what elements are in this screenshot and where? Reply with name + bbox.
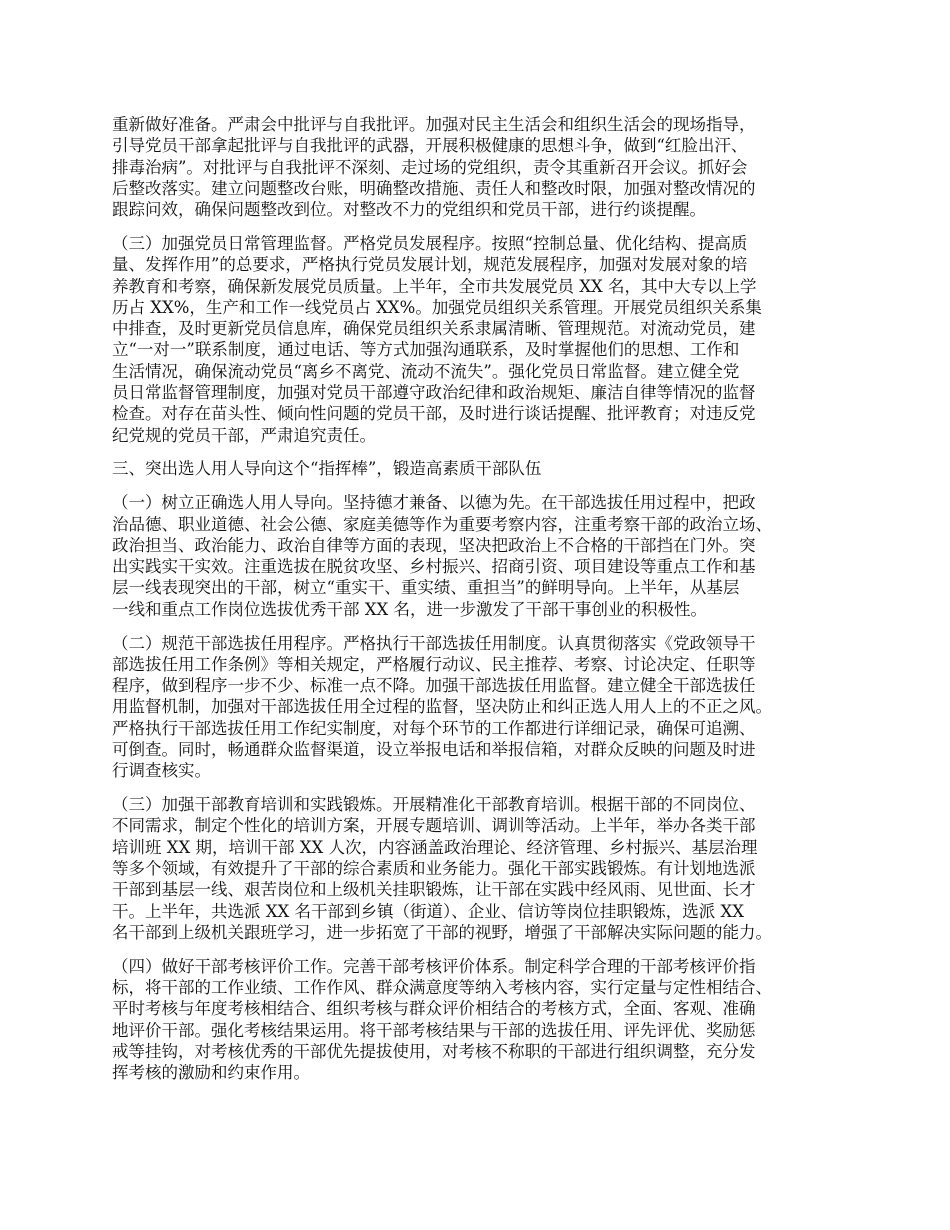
text-line: 后整改落实。建立问题整改台账，明确整改措施、责任人和整改时限，加强对整改情况的 xyxy=(112,178,756,198)
text-line: 地评价干部。强化考核结果运用。将干部考核结果与干部的选拔任用、评先评优、奖励惩 xyxy=(112,1020,756,1040)
text-line: （三）加强党员日常管理监督。严格党员发展程序。按照“控制总量、优化结构、提高质 xyxy=(112,233,748,253)
text-line: 员日常监督管理制度，加强对党员干部遵守政治纪律和政治规矩、廉洁自律等情况的监督 xyxy=(112,383,756,403)
text-line: 政治担当、政治能力、政治自律等方面的表现，坚决把政治上不合格的干部挡在门外。突 xyxy=(112,535,756,555)
text-line: （二）规范干部选拔任用程序。严格执行干部选拔任用制度。认真贯彻落实《党政领导干 xyxy=(112,633,756,653)
text-line: 量、发挥作用”的总要求，严格执行党员发展计划，规范发展程序，加强对发展对象的培 xyxy=(112,255,748,275)
text-line: 不同需求，制定个性化的培训方案，开展专题培训、调训等活动。上半年，举办各类干部 xyxy=(112,816,756,836)
text-line: 戒等挂钩，对考核优秀的干部优先提拔使用，对考核不称职的干部进行组织调整，充分发 xyxy=(112,1041,756,1061)
text-line: 干。上半年，共选派 XX 名干部到乡镇（街道）、企业、信访等岗位挂职锻炼，选派 XX xyxy=(112,901,744,921)
paragraph xyxy=(112,114,852,220)
text-line: 层一线表现突出的干部，树立“重实干、重实绩、重担当”的鲜明导向。上半年，从基层 xyxy=(112,578,740,598)
text-line: 跟踪问效，确保问题整改到位。对整改不力的党组织和党员干部，进行约谈提醒。 xyxy=(112,200,706,220)
text-line: 可倒查。同时，畅通群众监督渠道，设立举报电话和举报信箱，对群众反映的问题及时进 xyxy=(112,740,756,760)
paragraph xyxy=(112,633,852,782)
text-line: 等多个领域，有效提升了干部的综合素质和业务能力。强化干部实践锻炼。有计划地选派 xyxy=(112,859,756,878)
text-line: 重新做好准备。严肃会中批评与自我批评。加强对民主生活会和组织生活会的现场指导， xyxy=(112,115,756,134)
text-line: 出实践实干实效。注重选拔在脱贫攻坚、乡村振兴、招商引资、项目建设等重点工作和基 xyxy=(112,557,756,577)
text-line: 治品德、职业道德、社会公德、家庭美德等作为重要考察内容，注重考察干部的政治立场、 xyxy=(112,514,772,534)
text-line: 程序，做到程序一步不少、标准一点不降。加强干部选拔任用监督。建立健全干部选拔任 xyxy=(112,676,756,696)
text-line: （三）加强干部教育培训和实践锻炼。开展精准化干部教育培训。根据干部的不同岗位、 xyxy=(112,795,756,815)
text-line: 标，将干部的工作业绩、工作作风、群众满意度等纳入考核内容，实行定量与定性相结合、 xyxy=(112,977,772,997)
text-line: 挥考核的激励和约束作用。 xyxy=(112,1063,310,1083)
text-line: 部选拔任用工作条例》等相关规定，严格履行动议、民主推荐、考察、讨论决定、任职等 xyxy=(112,654,756,674)
text-line: 干部到基层一线、艰苦岗位和上级机关挂职锻炼，让干部在实践中经风雨、见世面、长才 xyxy=(112,880,756,900)
paragraph xyxy=(112,794,852,943)
paragraph xyxy=(112,492,852,620)
text-line: 一线和重点工作岗位选拔优秀干部 XX 名，进一步激发了干部干事创业的积极性。 xyxy=(112,599,707,619)
text-line: 历占 XX%，生产和工作一线党员占 XX%。加强党员组织关系管理。开展党员组织关系集 xyxy=(112,297,762,317)
text-line: 行调查核实。 xyxy=(112,761,211,781)
text-line: 引导党员干部拿起批评与自我批评的武器，开展积极健康的思想斗争，做到“红脸出汗、 xyxy=(112,136,748,156)
text-line: 中排查，及时更新党员信息库，确保党员组织关系隶属清晰、管理规范。对流动党员，建 xyxy=(112,319,756,339)
text-line: 培训班 XX 期，培训干部 XX 人次，内容涵盖政治理论、经济管理、乡村振兴、基层治理 xyxy=(112,837,758,857)
text-line: 纪党规的党员干部，严肃追究责任。 xyxy=(112,425,376,445)
text-line: （四）做好干部考核评价工作。完善干部考核评价体系。制定科学合理的干部考核评价指 xyxy=(112,956,756,976)
document-page xyxy=(112,114,852,1096)
text-line: 养教育和考察，确保新发展党员质量。上半年，全市共发展党员 XX 名，其中大专以上学 xyxy=(112,276,757,296)
text-line: 严格执行干部选拔任用工作纪实制度，对每个环节的工作都进行详细记录，确保可追溯、 xyxy=(112,718,756,738)
text-line: 平时考核与年度考核相结合、组织考核与群众评价相结合的考核方式，全面、客观、准确 xyxy=(112,999,756,1019)
text-line: 名干部到上级机关跟班学习，进一步拓宽了干部的视野，增强了干部解决实际问题的能力。 xyxy=(112,922,772,942)
text-line: 立“一对一”联系制度，通过电话、等方式加强沟通联系，及时掌握他们的思想、工作和 xyxy=(112,340,740,360)
text-line: 三、突出选人用人导向这个“指挥棒”，锻造高素质干部队伍 xyxy=(112,459,542,479)
text-line: 检查。对存在苗头性、倾向性问题的党员干部，及时进行谈话提醒、批评教育；对违反党 xyxy=(112,404,756,424)
paragraph xyxy=(112,956,852,1084)
text-line: 生活情况，确保流动党员“离乡不离党、流动不流失”。强化党员日常监督。建立健全党 xyxy=(112,361,740,381)
text-line: （一）树立正确选人用人导向。坚持德才兼备、以德为先。在干部选拔任用过程中，把政 xyxy=(112,493,756,513)
paragraph xyxy=(112,233,852,446)
text-line: 用监督机制，加强对干部选拔任用全过程的监督，坚决防止和纠正选人用人上的不正之风。 xyxy=(112,697,772,717)
text-line: 排毒治病”。对批评与自我批评不深刻、走过场的党组织，责令其重新召开会议。抓好会 xyxy=(112,157,748,177)
section-heading xyxy=(112,458,852,479)
